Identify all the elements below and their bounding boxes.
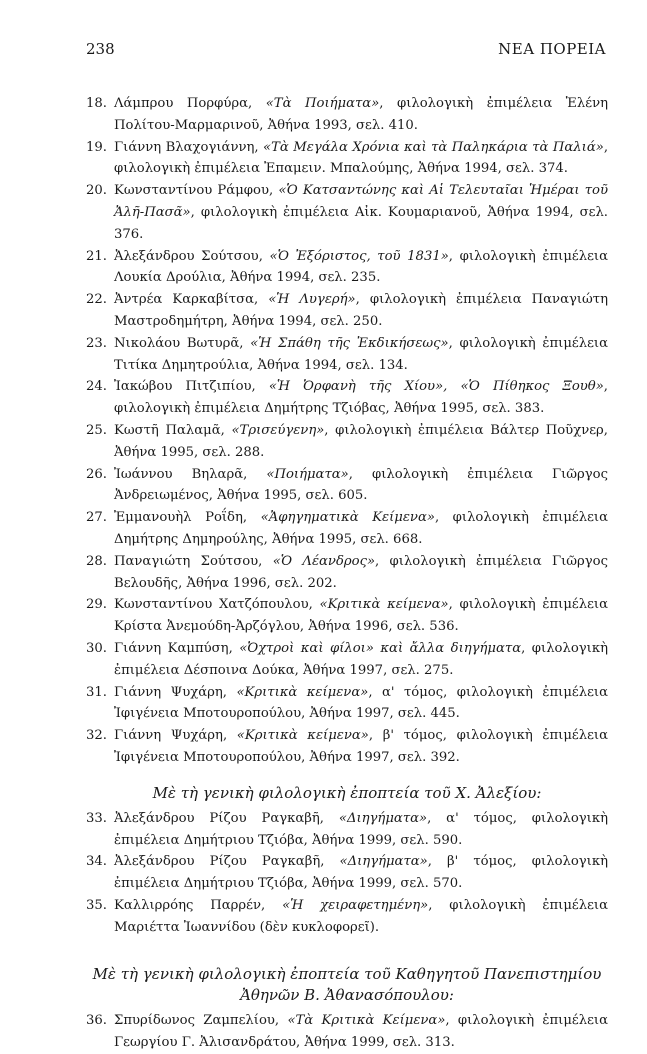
entry-author: Ἀντρέα Καρκαβίτσα, — [114, 292, 269, 308]
entry-group-2 — [86, 808, 608, 939]
bibliography-entry — [86, 594, 608, 638]
bibliography-entry — [86, 420, 608, 464]
entry-number: 22. — [86, 292, 107, 308]
entry-title: «Ὁ Ἐξόριστος, τοῦ 1831» — [269, 248, 449, 264]
entry-number: 26. — [86, 466, 107, 482]
entry-group-3 — [86, 1010, 608, 1054]
entry-title: «Τὰ Μεγάλα Χρόνια καὶ τὰ Παληκάρια τὰ Παλιά» — [263, 139, 604, 155]
entry-details: , φιλολογικὴ ἐπιμέλεια Αἰκ. Κουμαριανοῦ, Ἀθήνα 1994, σελ. 376. — [114, 204, 608, 242]
bibliography-entry — [86, 851, 608, 895]
entry-title: «Ἡ Σπάθη τῆς Ἐκδικήσεως» — [250, 335, 449, 351]
entry-number: 19. — [86, 139, 107, 155]
entry-title: «Ἡ χειραφετημένη» — [282, 897, 429, 913]
entry-author: Κωστῆ Παλαμᾶ, — [114, 422, 232, 438]
section-heading-athanasopoulos — [86, 964, 608, 1006]
entry-details: , φιλολογικὴ ἐπιμέλεια Κρίστα Ἀνεμούδη-Ἀρζόγλου, Ἀθήνα 1996, σελ. 536. — [114, 597, 608, 635]
entry-author: Ἀλεξάνδρου Ρίζου Ραγκαβῆ, — [114, 854, 340, 870]
entry-author: Νικολάου Βωτυρᾶ, — [114, 335, 251, 351]
entry-author: Καλλιρρόης Παρρέν, — [114, 897, 283, 913]
bibliography-entry — [86, 180, 608, 245]
entry-title: «Ποιήματα» — [266, 466, 349, 482]
section-heading-line1: Μὲ τὴ γενικὴ φιλολογικὴ ἐποπτεία τοῦ Καθηγητοῦ Πανεπιστημίου — [92, 965, 602, 984]
entry-details: , φιλολογικὴ ἐπιμέλεια Λουκία Δρούλια, Ἀθήνα 1994, σελ. 235. — [114, 248, 608, 286]
bibliography-entry — [86, 638, 608, 682]
entry-author: Ἰακώβου Πιτζιπίου, — [114, 379, 269, 395]
entry-details: , φιλολογικὴ ἐπιμέλεια Ἐπαμειν. Μπαλούμης, Ἀθήνα 1994, σελ. 374. — [114, 139, 609, 177]
entry-author: Ἐμμανουὴλ Ροΐδη, — [114, 510, 261, 526]
entry-title: «Διηγήματα» — [338, 810, 428, 826]
entry-details: , β' τόμος, φιλολογικὴ ἐπιμέλεια Ἰφιγένεια Μποτουροπούλου, Ἀθήνα 1997, σελ. 392. — [114, 728, 609, 765]
entry-details: , φιλολογικὴ ἐπιμέλεια Ἑλένη Πολίτου-Μαρμαρινοῦ, Ἀθήνα 1993, σελ. 410. — [114, 96, 608, 133]
bibliography-entry — [86, 507, 608, 551]
entry-number: 23. — [86, 335, 107, 351]
bibliography-entry — [86, 895, 608, 939]
entry-details: , φιλολογικὴ ἐπιμέλεια Βάλτερ Ποῦχνερ, Ἀθήνα 1995, σελ. 288. — [114, 422, 608, 460]
entry-number: 31. — [86, 684, 107, 700]
entry-number: 28. — [86, 553, 107, 569]
entry-title: «Τὰ Κριτικὰ Κείμενα» — [287, 1013, 446, 1029]
entry-number: 24. — [86, 379, 107, 395]
entry-details: , φιλολογικὴ ἐπιμέλεια Γιῶργος Βελουδῆς, Ἀθήνα 1996, σελ. 202. — [114, 553, 608, 591]
entry-title: «Ὀχτροὶ καὶ φίλοι» καὶ ἄλλα διηγήματα — [239, 640, 522, 656]
bibliography-entry — [86, 289, 608, 333]
entry-author: Σπυρίδωνος Ζαμπελίου, — [114, 1013, 288, 1029]
entry-details: , φιλολογικὴ ἐπιμέλεια Γεωργίου Γ. Ἀλισανδράτου, Ἀθήνα 1999, σελ. 313. — [114, 1013, 609, 1051]
entry-author: Γιάννη Ψυχάρη, — [114, 684, 237, 700]
entry-title: «Τὰ Ποιήματα» — [265, 96, 380, 111]
entry-title: «Κριτικὰ κείμενα» — [236, 684, 369, 700]
bibliography-entry — [86, 725, 608, 769]
section-heading-alexiou: Μὲ τὴ γενικὴ φιλολογικὴ ἐποπτεία τοῦ Χ. Ἀλεξίου: — [152, 783, 542, 802]
entry-number: 33. — [86, 810, 107, 826]
entry-details: , α' τόμος, φιλολογικὴ ἐπιμέλεια Ἰφιγένεια Μποτουροπούλου, Ἀθήνα 1997, σελ. 445. — [114, 684, 609, 722]
entry-title: «Διηγήματα» — [339, 854, 428, 870]
entry-group-1 — [86, 93, 608, 769]
entry-number: 36. — [86, 1013, 107, 1029]
entry-number: 18. — [86, 96, 107, 111]
bibliography-entry — [86, 333, 608, 377]
entry-author: Λάμπρου Πορφύρα, — [114, 96, 266, 111]
entry-number: 25. — [86, 422, 107, 438]
page-header — [86, 40, 606, 66]
entry-title: «Τρισεύγενη» — [231, 422, 325, 438]
entry-details: , φιλολογικὴ ἐπιμέλεια Δημήτρης Δημηρούλης, Ἀθήνα 1995, σελ. 668. — [114, 510, 608, 547]
entry-number: 21. — [86, 248, 107, 264]
entry-author: Κωνσταντίνου Χατζόπουλου, — [114, 597, 320, 613]
bibliography-entry — [86, 682, 608, 726]
entry-author: Παναγιώτη Σούτσου, — [114, 553, 273, 569]
entry-author: Ἀλεξάνδρου Σούτσου, — [114, 248, 270, 264]
entry-details: , φιλολογικὴ ἐπιμέλεια Δημήτρης Τζιόβας, Ἀθήνα 1995, σελ. 383. — [114, 379, 608, 417]
bibliography-entry — [86, 551, 608, 595]
entry-details: , φιλολογικὴ ἐπιμέλεια Τιτίκα Δημητρούλια, Ἀθήνα 1994, σελ. 134. — [114, 335, 609, 373]
entry-details: , φιλολογικὴ ἐπιμέλεια Μαριέττα Ἰωαννίδου (δὲν κυκλοφορεῖ). — [114, 897, 608, 935]
entry-number: 34. — [86, 854, 107, 870]
entry-number: 27. — [86, 510, 107, 526]
entry-details: , φιλολογικὴ ἐπιμέλεια Παναγιώτη Μαστροδημήτρη, Ἀθήνα 1994, σελ. 250. — [114, 292, 608, 329]
entry-author: Γιάννη Ψυχάρη, — [114, 728, 237, 744]
entry-details: , φιλολογικὴ ἐπιμέλεια Δέσποινα Δούκα, Ἀθήνα 1997, σελ. 275. — [114, 640, 608, 678]
entry-details: , α' τόμος, φιλολογικὴ ἐπιμέλεια Δημήτριου Τζιόβα, Ἀθήνα 1999, σελ. 590. — [114, 810, 608, 848]
running-title: ΝΕΑ ΠΟΡΕΙΑ — [498, 40, 606, 58]
entry-number: 30. — [86, 640, 107, 656]
entry-title: «Ὁ Λέανδρος» — [272, 553, 376, 569]
entry-title: «Ἡ Ὀρφανὴ τῆς Χίου», «Ὁ Πίθηκος Ξουθ» — [268, 379, 604, 395]
bibliography-entry — [86, 376, 608, 420]
section-heading-line2: Ἀθηνῶν Β. Ἀθανασόπουλου: — [240, 986, 454, 1005]
entry-title: «Ὁ Κατσαντώνης καὶ Αἱ Τελευταῖαι Ἡμέραι τοῦ Ἀλῆ-Πασᾶ» — [114, 183, 608, 220]
entry-title: «Κριτικὰ κείμενα» — [236, 728, 369, 744]
entry-author: Ἰωάννου Βηλαρᾶ, — [114, 466, 267, 482]
bibliography-entry — [86, 246, 608, 290]
bibliography-entry — [86, 93, 608, 137]
entry-number: 20. — [86, 183, 107, 199]
entry-number: 29. — [86, 597, 107, 613]
entry-author: Γιάννη Καμπύση, — [114, 640, 240, 656]
bibliography-entry — [86, 137, 608, 181]
entry-author: Γιάννη Βλαχογιάννη, — [114, 139, 264, 155]
entry-title: «Κριτικὰ κείμενα» — [319, 597, 449, 613]
bibliography-entry — [86, 808, 608, 852]
entry-number: 32. — [86, 728, 107, 744]
bibliography-entry — [86, 1010, 608, 1054]
bibliography-list — [86, 93, 608, 1054]
entry-details: , φιλολογικὴ ἐπιμέλεια Γιῶργος Ἀνδρειωμένος, Ἀθήνα 1995, σελ. 605. — [114, 466, 608, 504]
entry-author: Κωνσταντίνου Ράμφου, — [114, 183, 279, 199]
entry-number: 35. — [86, 897, 107, 913]
entry-title: «Ἀφηγηματικὰ Κείμενα» — [260, 510, 435, 526]
entry-author: Ἀλεξάνδρου Ρίζου Ραγκαβῆ, — [114, 810, 339, 826]
page-number: 238 — [86, 40, 115, 58]
entry-details: , β' τόμος, φιλολογικὴ ἐπιμέλεια Δημήτριου Τζιόβα, Ἀθήνα 1999, σελ. 570. — [114, 854, 608, 892]
bibliography-entry — [86, 464, 608, 508]
entry-title: «Ἡ Λυγερή» — [268, 292, 356, 308]
